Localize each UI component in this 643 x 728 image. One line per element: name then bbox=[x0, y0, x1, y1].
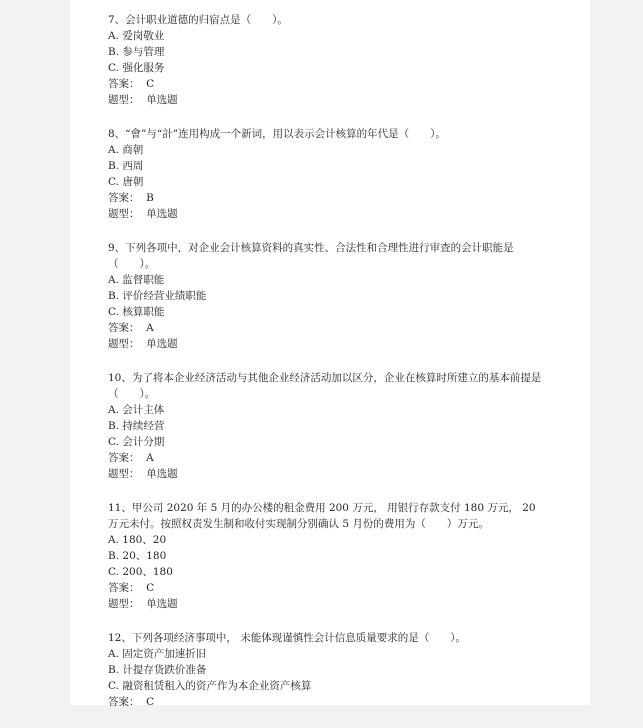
question-8 bbox=[108, 126, 548, 222]
answer-text: 答案： C bbox=[108, 78, 155, 90]
option-a: A. 监督职能 bbox=[108, 274, 165, 286]
option-b: B. 计提存货跌价准备 bbox=[108, 664, 207, 676]
option-b: B. 参与管理 bbox=[108, 46, 165, 58]
answer-text: 答案： C bbox=[108, 582, 155, 594]
answer-text: 答案： A bbox=[108, 452, 154, 464]
option-c: C. 唐朝 bbox=[108, 176, 144, 188]
question-7 bbox=[108, 12, 548, 108]
question-type: 题型： 单选题 bbox=[108, 208, 178, 220]
question-stem: 8、“會”与“計”连用构成一个新词，用以表示会计核算的年代是（ ）。 bbox=[108, 128, 446, 140]
document-page bbox=[70, 0, 590, 708]
option-b: B. 评价经营业绩职能 bbox=[108, 290, 207, 302]
answer-text: 答案： B bbox=[108, 192, 154, 204]
question-stem: 9、下列各项中，对企业会计核算资料的真实性、合法性和合理性进行审查的会计职能是（ ）。 bbox=[108, 242, 514, 270]
option-a: A. 商朝 bbox=[108, 144, 144, 156]
option-c: C. 强化服务 bbox=[108, 62, 165, 74]
question-stem: 11、甲公司 2020 年 5 月的办公楼的租金费用 200 万元， 用银行存款支付 180 万元， 20 万元未付。按照权责发生制和收付实现制分别确认 5 月份的费用为（ ）万元。 bbox=[108, 502, 536, 530]
question-type: 题型： 单选题 bbox=[108, 598, 178, 610]
option-c: C. 200、180 bbox=[108, 566, 173, 578]
option-a: A. 固定资产加速折旧 bbox=[108, 648, 207, 660]
question-stem: 12、下列各项经济事项中， 未能体现谨慎性会计信息质量要求的是（ ）。 bbox=[108, 632, 466, 644]
question-type: 题型： 单选题 bbox=[108, 338, 178, 350]
option-b: B. 西周 bbox=[108, 160, 144, 172]
question-type: 题型： 单选题 bbox=[108, 468, 178, 480]
question-12 bbox=[108, 630, 548, 710]
question-type: 题型： 单选题 bbox=[108, 94, 178, 106]
question-11 bbox=[108, 500, 548, 612]
option-a: A. 爱岗敬业 bbox=[108, 30, 165, 42]
question-list bbox=[108, 12, 548, 728]
option-b: B. 持续经营 bbox=[108, 420, 165, 432]
option-c: C. 会计分期 bbox=[108, 436, 165, 448]
option-a: A. 会计主体 bbox=[108, 404, 165, 416]
option-a: A. 180、20 bbox=[108, 534, 167, 546]
answer-text: 答案： A bbox=[108, 322, 154, 334]
question-10 bbox=[108, 370, 548, 482]
answer-text: 答案： C bbox=[108, 696, 155, 708]
question-stem: 7、会计职业道德的归宿点是（ ）。 bbox=[108, 14, 288, 26]
question-stem: 10、为了将本企业经济活动与其他企业经济活动加以区分，企业在核算时所建立的基本前提是（ ）。 bbox=[108, 372, 542, 400]
option-c: C. 核算职能 bbox=[108, 306, 165, 318]
question-9 bbox=[108, 240, 548, 352]
option-b: B. 20、180 bbox=[108, 550, 167, 562]
option-c: C. 融资租赁租入的资产作为本企业资产核算 bbox=[108, 680, 312, 692]
